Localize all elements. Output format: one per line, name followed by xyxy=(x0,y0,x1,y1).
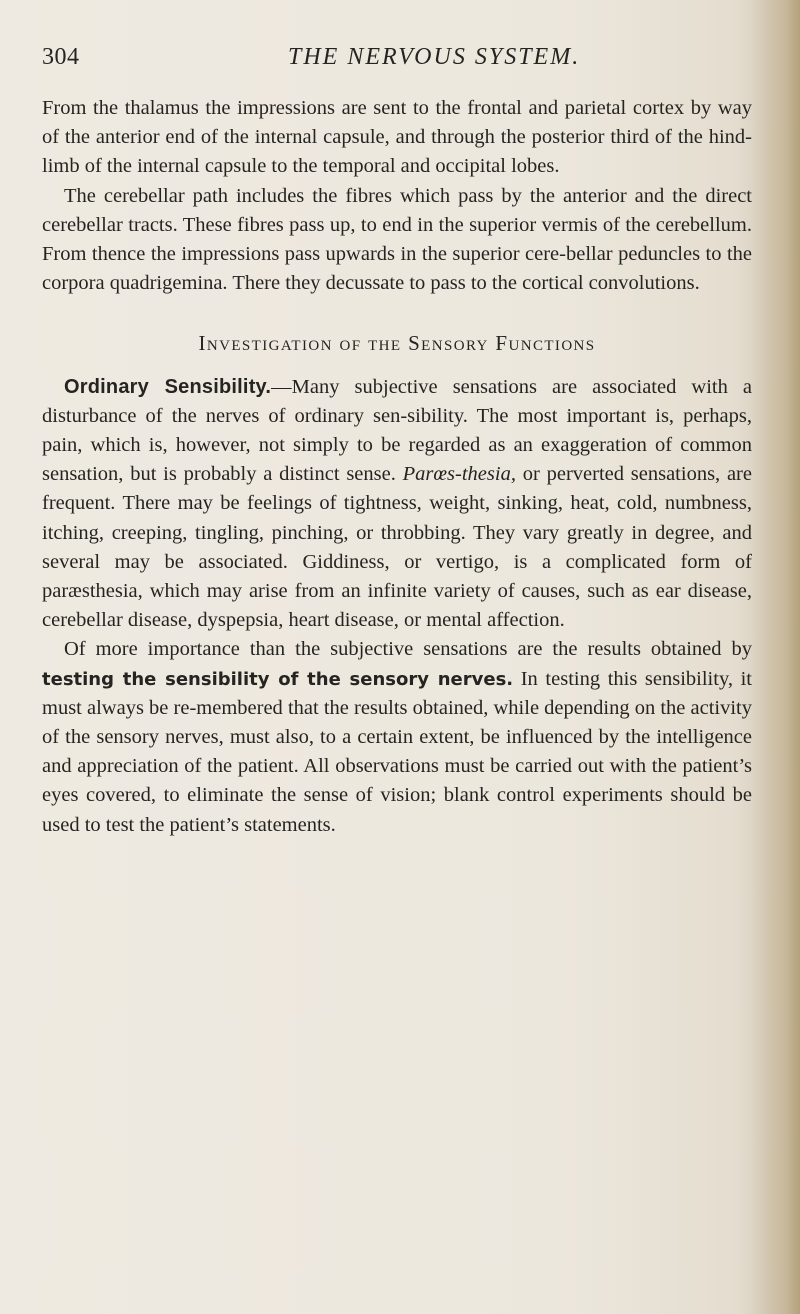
paragraph-text: Of more importance than the subjective sensations are the results obtained by xyxy=(64,638,752,661)
paragraph-thalamus: From the thalamus the impressions are sent to the frontal and parietal cortex by way of the anterior end of the internal capsule, and through the posterior third of the hind-limb of the internal capsule to the temporal and occipital lobes. xyxy=(42,97,752,178)
paragraph-text: In testing this sensibility, it must always be re-membered that the results obtained, while depending on the activity of the sensory nerves, must also, to a certain extent, be influenced by the intelligence and appreciation of the patient. All observations must be carried out with the patient’s eyes covered, to eliminate the sense of vision; blank control experiments should be used to test the patient’s statements. xyxy=(42,667,752,836)
paragraph-cerebellar-path: The cerebellar path includes the fibres which pass by the anterior and the direct cerebellar tracts. These fibres pass up, to end in the superior vermis of the cerebellum. From thence the impressions pass upwards in the superior cere-bellar peduncles to the corpora quadrigemina. There they decussate to pass to the cortical convolutions. xyxy=(42,184,752,295)
italic-term: Parœs-thesia, xyxy=(402,463,516,486)
section-heading: Investigation of the Sensory Functions xyxy=(198,331,596,356)
page-body xyxy=(42,94,752,840)
page-number: 304 xyxy=(42,44,80,70)
page-header xyxy=(42,44,742,78)
run-in-heading: Ordinary Sensibility. xyxy=(64,375,272,398)
paragraph-testing-sensibility xyxy=(42,635,752,839)
bold-phrase: testing the sensibility of the sensory nerves. xyxy=(42,668,514,690)
page-edge-discoloration xyxy=(752,0,800,1314)
running-head: THE NERVOUS SYSTEM. xyxy=(288,44,581,70)
paragraph-text: —Many subjective sensations are associated with a disturbance of the nerves of ordinary sen-sibility. The most important is, perhaps, pain, which is, however, not simply to be regarded as an exaggeration of common sensation, but is probably a distinct sense. xyxy=(42,375,752,486)
paragraph-text: or perverted sensations, are frequent. There may be feelings of tightness, weight, sinking, heat, cold, numbness, itching, creeping, tingling, pinching, or throbbing. They vary greatly in degree, and several may be associated. Giddiness, or vertigo, is a complicated form of paræsthesia, which may arise from an infinite variety of causes, such as ear disease, cerebellar disease, dyspepsia, heart disease, or mental affection. xyxy=(42,463,752,632)
paragraph-ordinary-sensibility xyxy=(42,373,752,636)
